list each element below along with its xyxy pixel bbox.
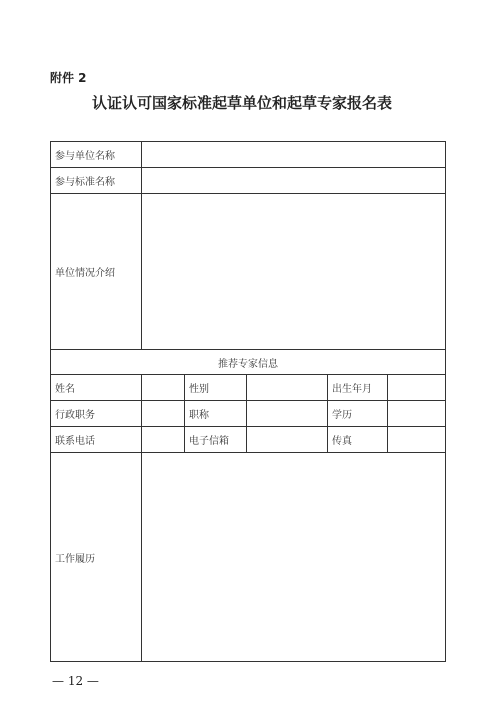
org-intro-row [51, 194, 446, 350]
position-field[interactable] [142, 401, 185, 427]
expert-row-3 [51, 427, 446, 453]
gender-label: 性别 [185, 375, 247, 401]
birth-field[interactable] [388, 375, 446, 401]
org-name-label: 参与单位名称 [51, 142, 142, 168]
expert-section-row [51, 350, 446, 375]
org-name-row [51, 142, 446, 168]
work-history-field[interactable] [142, 453, 446, 662]
registration-form-table [50, 141, 446, 662]
phone-field[interactable] [142, 427, 185, 453]
gender-field[interactable] [247, 375, 328, 401]
education-field[interactable] [388, 401, 446, 427]
standard-name-field[interactable] [142, 168, 446, 194]
expert-section-header: 推荐专家信息 [51, 350, 446, 375]
expert-row-2 [51, 401, 446, 427]
fax-field[interactable] [388, 427, 446, 453]
org-intro-field[interactable] [142, 194, 446, 350]
email-label: 电子信箱 [185, 427, 247, 453]
org-name-field[interactable] [142, 142, 446, 168]
name-label: 姓名 [51, 375, 142, 401]
work-history-row [51, 453, 446, 662]
page-number: — 12 — [52, 674, 99, 688]
birth-label: 出生年月 [328, 375, 388, 401]
document-title: 认证认可国家标准起草单位和起草专家报名表 [92, 94, 393, 112]
standard-name-label: 参与标准名称 [51, 168, 142, 194]
title-label: 职称 [185, 401, 247, 427]
work-history-label: 工作履历 [51, 453, 142, 662]
expert-row-1 [51, 375, 446, 401]
standard-name-row [51, 168, 446, 194]
position-label: 行政职务 [51, 401, 142, 427]
email-field[interactable] [247, 427, 328, 453]
org-intro-label: 单位情况介绍 [51, 194, 142, 350]
education-label: 学历 [328, 401, 388, 427]
fax-label: 传真 [328, 427, 388, 453]
phone-label: 联系电话 [51, 427, 142, 453]
attachment-label: 附件 2 [50, 71, 87, 85]
title-field[interactable] [247, 401, 328, 427]
name-field[interactable] [142, 375, 185, 401]
